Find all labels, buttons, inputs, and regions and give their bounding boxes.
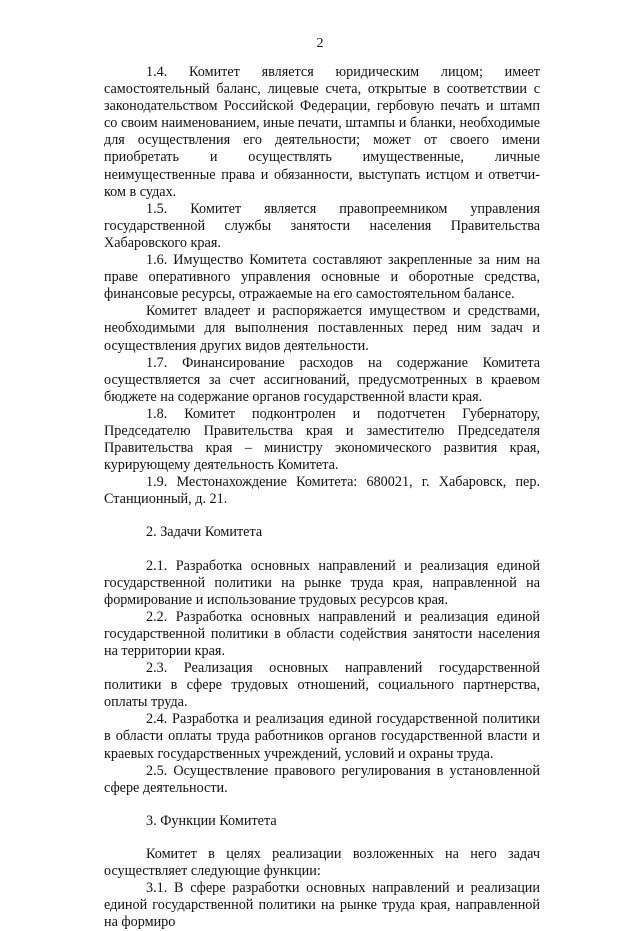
paragraph: 1.6. Имущество Комитета составляют закрепленные за ним на праве оперативного управления основные и оборотные средства, финансовые ресурсы, отражаемые на его самостоятельном балансе. xyxy=(104,252,540,303)
paragraph: 2.2. Разработка основных направлений и реализация единой государственной политики в области содействия занятости населения на территории края. xyxy=(104,608,540,659)
section-heading: 3. Функции Комитета xyxy=(146,812,277,829)
paragraph: Комитет в целях реализации возложенных на него задач осуществляет следующие функции: xyxy=(104,845,540,880)
section-spacer xyxy=(104,797,540,813)
section-heading: 2. Задачи Комитета xyxy=(146,524,263,541)
paragraph: 2.4. Разработка и реализация единой государственной политики в области оплаты труда работников органов государственной власти и краевых государственных учреждений, условий и охраны труда. xyxy=(104,711,540,762)
document-body xyxy=(104,64,540,931)
page-number: 2 xyxy=(316,36,324,51)
paragraph: 3.1. В сфере разработки основных направлений и реализации единой государственной политики на рынке труда края, направленной на формиро xyxy=(104,880,540,931)
paragraph: 2.5. Осуществление правового регулирования в установленной сфере деятельности. xyxy=(104,762,540,796)
paragraph: 1.5. Комитет является правопреемником управления государственной службы занятости населения Правительства Хабаровского края. xyxy=(104,200,540,251)
paragraph: 1.9. Местонахождение Комитета: 680021, г. Хабаровск, пер. Станционный, д. 21. xyxy=(104,474,540,508)
section-spacer xyxy=(104,830,540,846)
paragraph: 1.8. Комитет подконтролен и подотчетен Губернатору, Председателю Правительства края и заместителю Председателя Правительства края – министру экономического развития края, курирующему деятельность Комитета. xyxy=(104,405,540,474)
paragraph: 2.1. Разработка основных направлений и реализация единой государственной политики на рынке труда края, направленной на формирование и использование трудовых ресурсов края. xyxy=(104,557,540,608)
paragraph: 1.4. Комитет является юридическим лицом; имеет самостоятельный баланс, лицевые счета, открытые в соответствии с законодательством Российской Федерации, гербовую печать и штамп со своим наименованием, иные печати, штампы и бланки, необходимые для осуществления его деятельности; может от своего имени приобретать и осуществлять имущественные, личные неимущественные права и обязанности, выступать истцом и ответчиком в судах. xyxy=(104,64,540,200)
paragraph: Комитет владеет и распоряжается имуществом и средствами, необходимыми для выполнения поставленных перед ним задач и осуществления других видов деятельности. xyxy=(104,303,540,354)
paragraph: 2.3. Реализация основных направлений государственной политики в сфере трудовых отношений, социального партнерства, оплаты труда. xyxy=(104,660,540,711)
section-spacer xyxy=(104,542,540,558)
paragraph: 1.7. Финансирование расходов на содержание Комитета осуществляется за счет ассигнований, предусмотренных в краевом бюджете на содержание органов государственной власти края. xyxy=(104,354,540,405)
section-spacer xyxy=(104,508,540,524)
